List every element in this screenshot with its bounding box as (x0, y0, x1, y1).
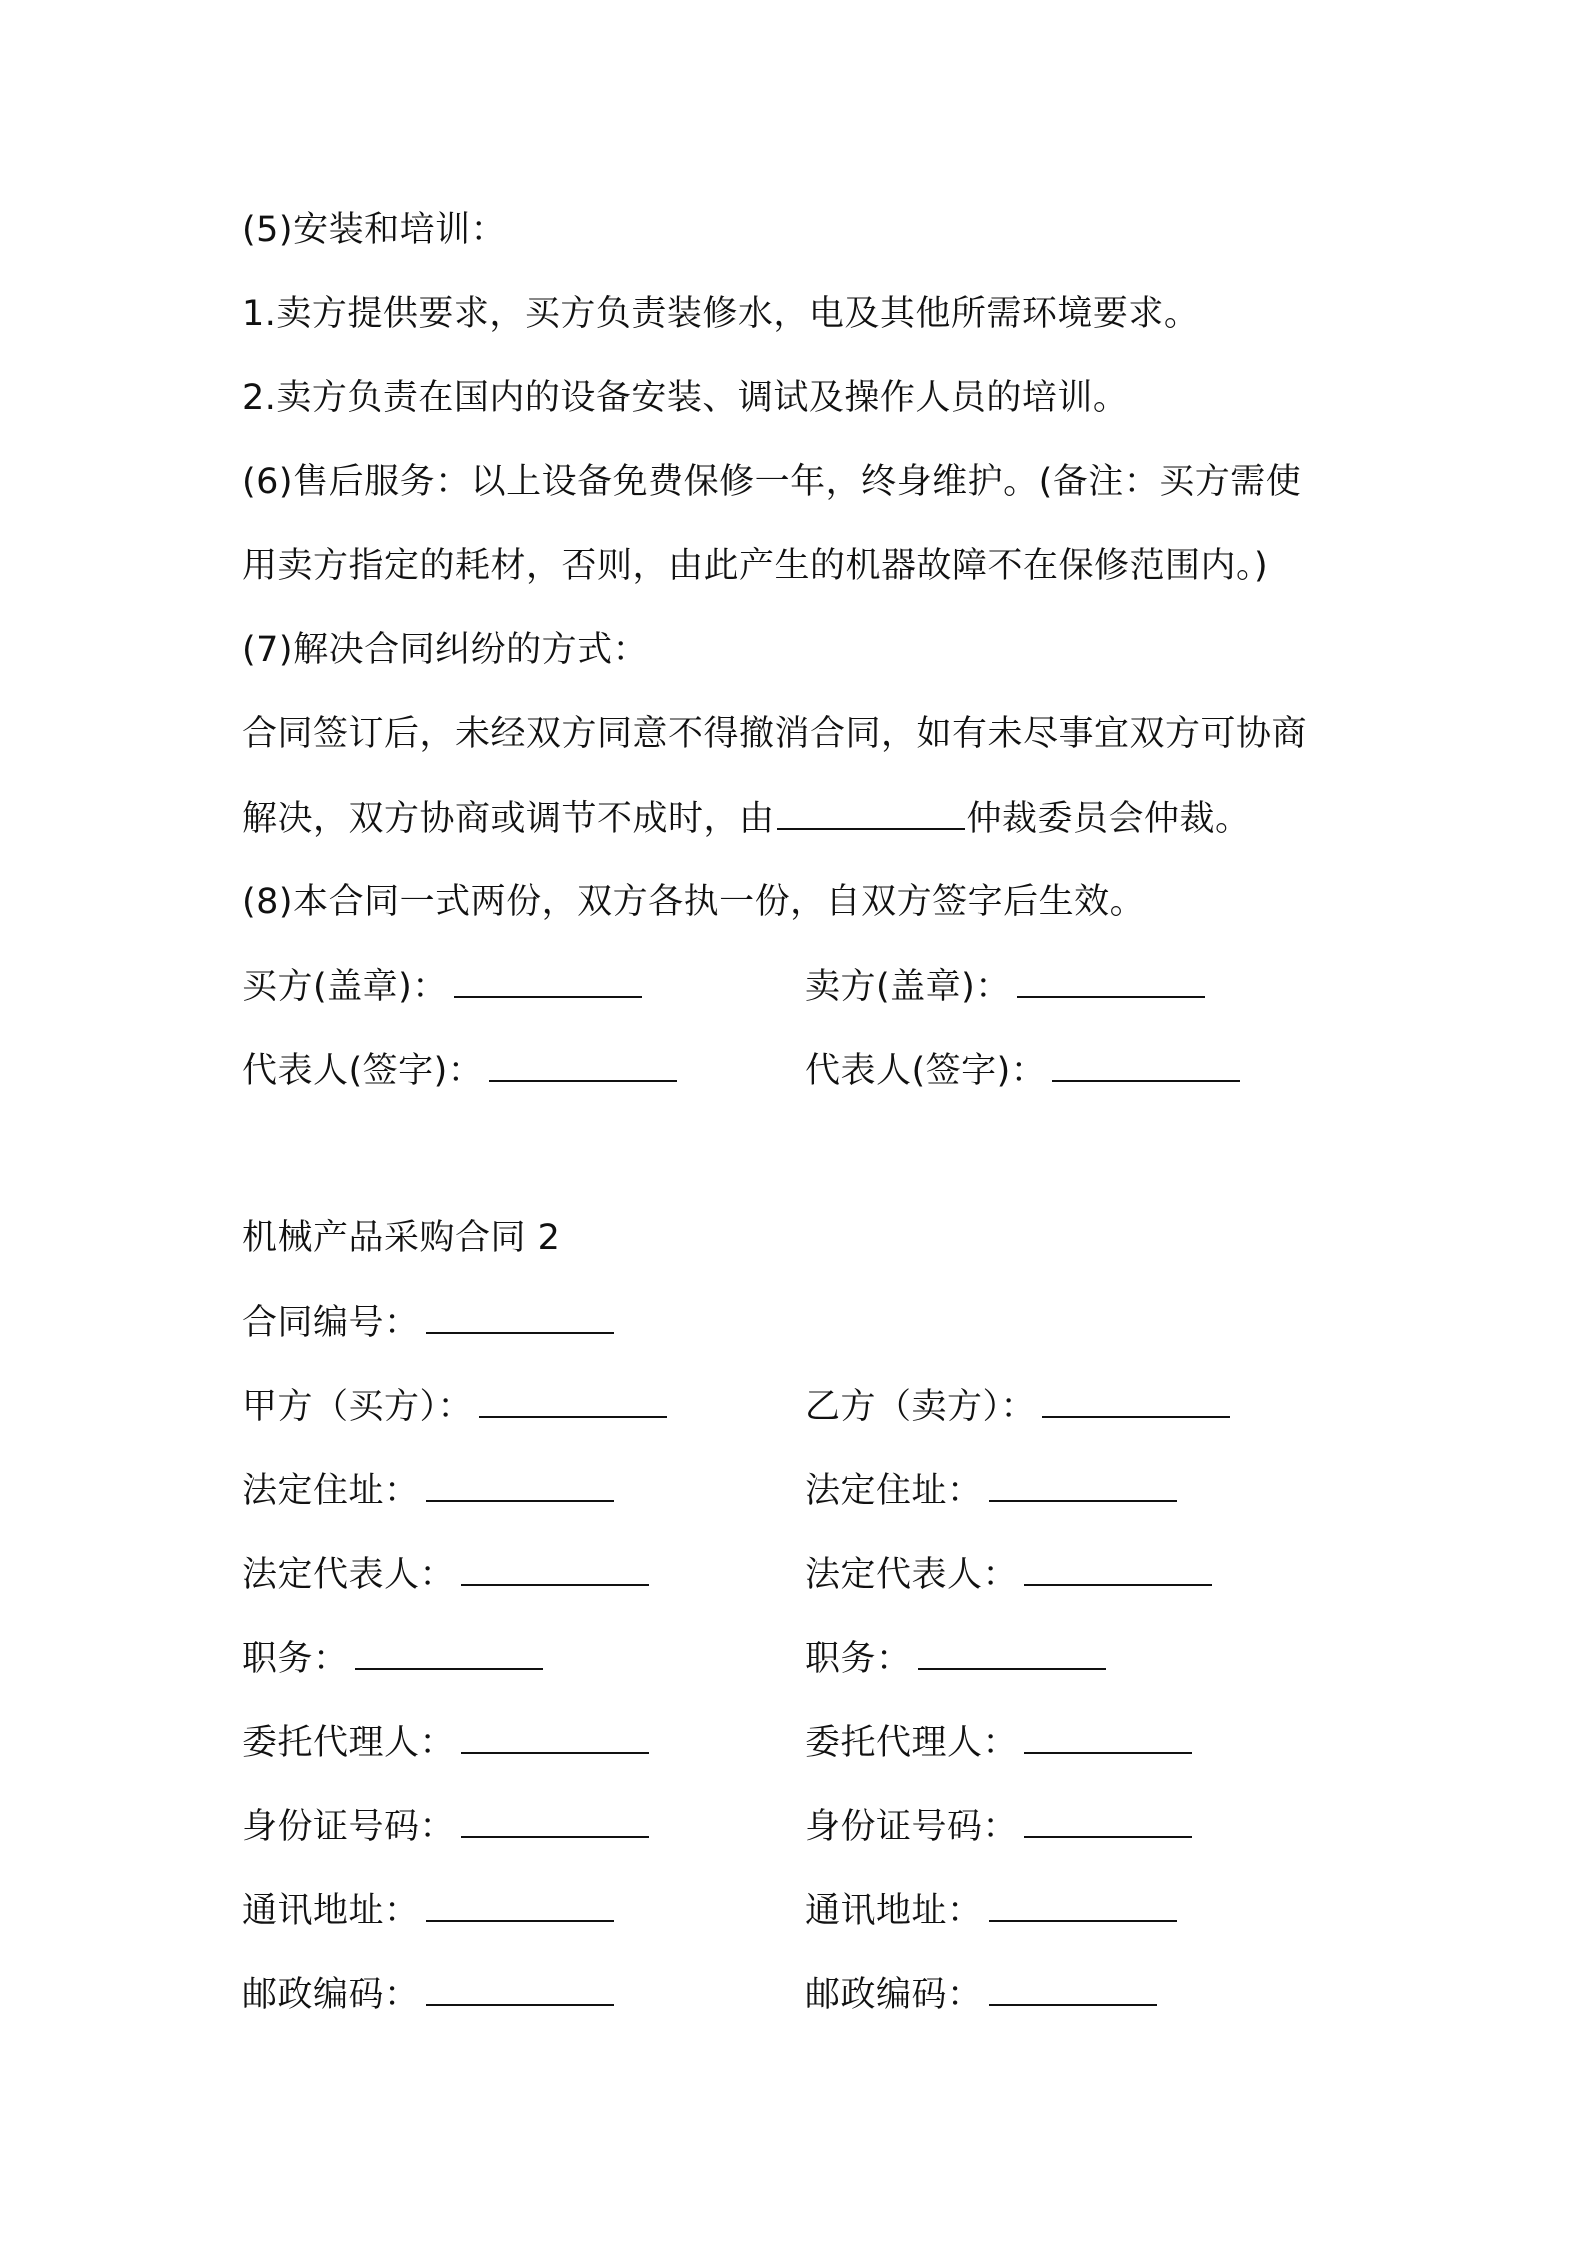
clause-dispute-line-1: 合同签订后，未经双方同意不得撤消合同，如有未尽事宜双方可协商 (242, 714, 1308, 754)
party-b-field (805, 1382, 1230, 1431)
mail-a-blank[interactable] (426, 1886, 614, 1922)
dispute-text-after: 仲裁委员会仲裁。 (966, 799, 1251, 839)
clause-after-sales-line-2: 用卖方指定的耗材，否则，由此产生的机器故障不在保修范围内。) (242, 546, 1269, 586)
position-row (242, 1634, 1362, 1683)
postcode-b-label: 邮政编码： (805, 1975, 983, 2015)
position-b-field (805, 1634, 1106, 1683)
clause-dispute-line-2 (242, 794, 1362, 843)
contract-number-blank[interactable] (426, 1298, 614, 1334)
address-a-label: 法定住址： (242, 1471, 420, 1511)
buyer-rep-blank[interactable] (489, 1046, 677, 1082)
seller-seal-field (805, 962, 1205, 1011)
id-number-row (242, 1802, 1362, 1851)
party-a-blank[interactable] (479, 1382, 667, 1418)
seller-seal-blank[interactable] (1017, 962, 1205, 998)
mail-b-label: 通讯地址： (805, 1891, 983, 1931)
id-a-label: 身份证号码： (242, 1807, 456, 1847)
legal-rep-b-blank[interactable] (1024, 1550, 1212, 1586)
legal-rep-b-label: 法定代表人： (805, 1555, 1019, 1595)
address-b-blank[interactable] (989, 1466, 1177, 1502)
contract-2-title: 机械产品采购合同 2 (242, 1218, 561, 1258)
mailing-address-row (242, 1886, 1362, 1935)
contract-number-label: 合同编号： (242, 1303, 420, 1343)
address-a-blank[interactable] (426, 1466, 614, 1502)
address-b-field (805, 1466, 1177, 1515)
clause-installation-item-1: 1.卖方提供要求，买方负责装修水，电及其他所需环境要求。 (242, 294, 1200, 334)
party-a-label: 甲方（买方）： (242, 1387, 474, 1427)
agent-b-blank[interactable] (1024, 1718, 1192, 1754)
position-a-blank[interactable] (355, 1634, 543, 1670)
address-row (242, 1466, 1362, 1515)
mail-b-blank[interactable] (989, 1886, 1177, 1922)
seller-rep-blank[interactable] (1052, 1046, 1240, 1082)
clause-after-sales-line-1: (6)售后服务：以上设备免费保修一年，终身维护。(备注：买方需使 (242, 462, 1302, 502)
id-b-field (805, 1802, 1192, 1851)
signature-row-rep (242, 1046, 1362, 1095)
party-b-blank[interactable] (1042, 1382, 1230, 1418)
seller-rep-label: 代表人(签字)： (805, 1051, 1047, 1091)
agent-row (242, 1718, 1362, 1767)
agent-a-label: 委托代理人： (242, 1723, 456, 1763)
legal-rep-b-field (805, 1550, 1212, 1599)
party-b-label: 乙方（卖方）： (805, 1387, 1037, 1427)
seller-rep-field (805, 1046, 1240, 1095)
id-b-label: 身份证号码： (805, 1807, 1019, 1847)
seller-seal-label: 卖方(盖章)： (805, 967, 1011, 1007)
agent-b-label: 委托代理人： (805, 1723, 1019, 1763)
buyer-seal-blank[interactable] (454, 962, 642, 998)
postcode-b-field (805, 1970, 1157, 2019)
postcode-row (242, 1970, 1362, 2019)
clause-installation-item-2: 2.卖方负责在国内的设备安装、调试及操作人员的培训。 (242, 378, 1129, 418)
position-b-label: 职务： (805, 1639, 912, 1679)
agent-a-blank[interactable] (461, 1718, 649, 1754)
agent-b-field (805, 1718, 1192, 1767)
postcode-a-label: 邮政编码： (242, 1975, 420, 2015)
arbitration-blank[interactable] (777, 794, 965, 830)
id-b-blank[interactable] (1024, 1802, 1192, 1838)
contract-number-row (242, 1298, 1362, 1347)
postcode-a-blank[interactable] (426, 1970, 614, 2006)
mail-a-label: 通讯地址： (242, 1891, 420, 1931)
address-b-label: 法定住址： (805, 1471, 983, 1511)
buyer-seal-label: 买方(盖章)： (242, 967, 448, 1007)
clause-installation-title: (5)安装和培训： (242, 210, 507, 250)
position-b-blank[interactable] (918, 1634, 1106, 1670)
mail-b-field (805, 1886, 1177, 1935)
position-a-label: 职务： (242, 1639, 349, 1679)
dispute-text-before: 解决，双方协商或调节不成时，由 (242, 799, 775, 839)
clause-dispute-title: (7)解决合同纠纷的方式： (242, 630, 649, 670)
buyer-rep-label: 代表人(签字)： (242, 1051, 484, 1091)
legal-rep-a-blank[interactable] (461, 1550, 649, 1586)
id-a-blank[interactable] (461, 1802, 649, 1838)
signature-row-seal (242, 962, 1362, 1011)
party-row (242, 1382, 1362, 1431)
postcode-b-blank[interactable] (989, 1970, 1157, 2006)
clause-copies: (8)本合同一式两份，双方各执一份，自双方签字后生效。 (242, 882, 1146, 922)
legal-rep-a-label: 法定代表人： (242, 1555, 456, 1595)
legal-rep-row (242, 1550, 1362, 1599)
